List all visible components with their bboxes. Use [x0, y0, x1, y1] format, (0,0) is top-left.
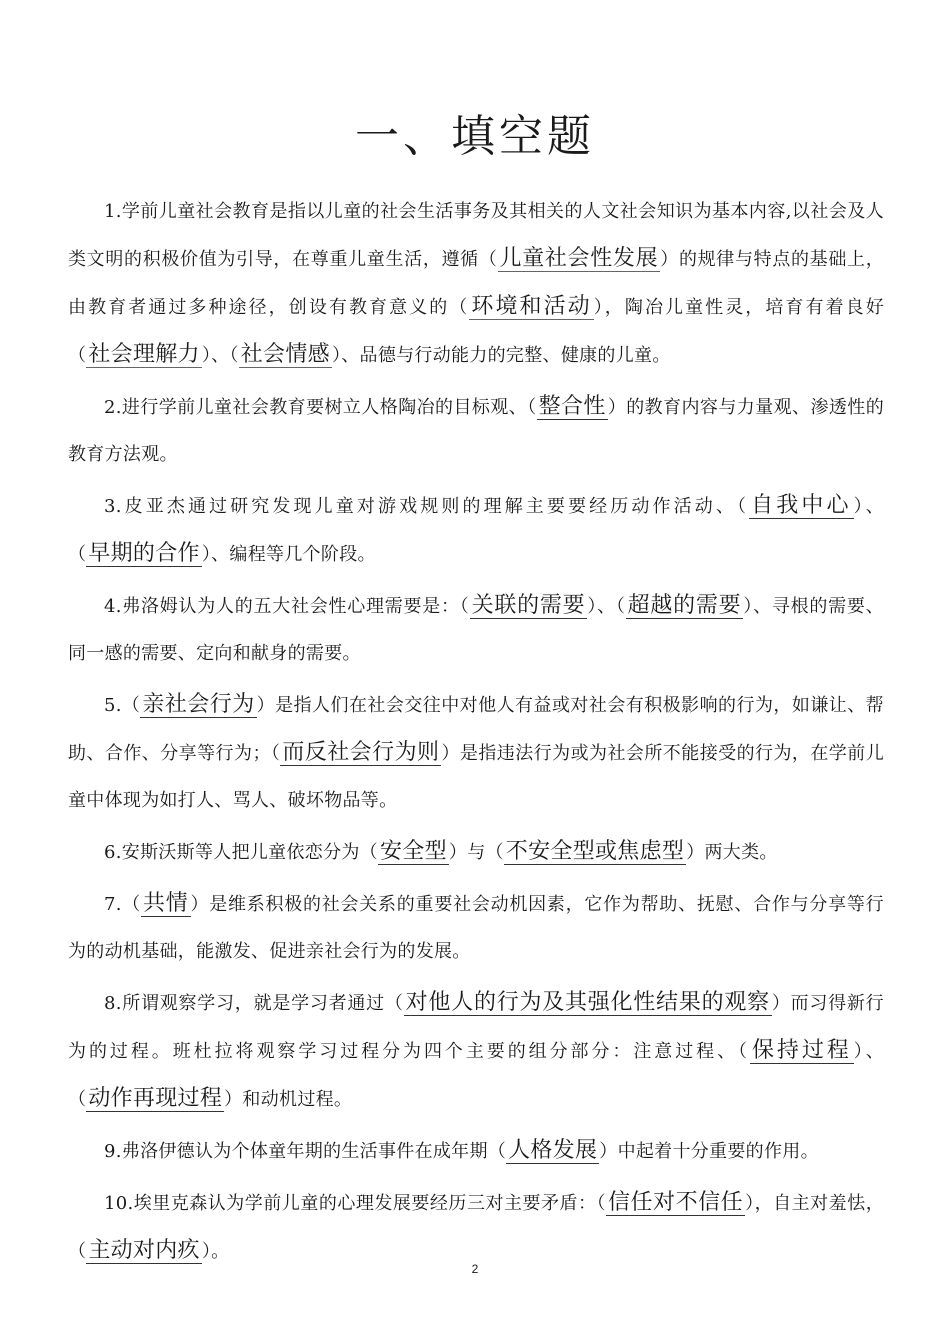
answer-blank: 而反社会行为则: [282, 740, 440, 765]
question-7: 7.（共情 ）是维系积极的社会关系的重要社会动机因素，它作为帮助、抚慰、合作与分享等行为的动机基础，能激发、促进亲社会行为的发展。: [68, 891, 884, 962]
question-1: 1.学前儿童社会教育是指以儿童的社会生活事务及其相关的人文社会知识为基本内容,以社会及人类文明的积极价值为引导，在尊重儿童生活，遵循（儿童社会性发展 ）的规律与特点的基础上，由教育者通过多种途径，创设有教育意义的（环境和活动 ），陶冶儿童性灵，培育有着良好（社会理解力 ）、（社会情感 ）、品德与行动能力的完整、健康的儿童。: [68, 201, 884, 367]
answer-blank: 社会理解力: [88, 342, 200, 367]
answer-blank: 超越的需要: [627, 593, 742, 618]
question-9: 9.弗洛伊德认为个体童年期的生活事件在成年期（人格发展 ）中起着十分重要的作用。: [104, 1138, 819, 1163]
answer-blank: 人格发展: [508, 1138, 598, 1163]
answer-blank: 不安全型或焦虑型: [505, 839, 685, 864]
question-4: 4.弗洛姆认为人的五大社会性心理需要是：（关联的需要 ）、（超越的需要 ）、寻根的需要、同一感的需要、定向和献身的需要。: [68, 593, 884, 664]
question-6: 6.安斯沃斯等人把儿童依恋分为（安全型 ）与（不安全型或焦虑型 ）两大类。: [104, 839, 778, 864]
question-2: 2.进行学前儿童社会教育要树立人格陶冶的目标观、（整合性 ）的教育内容与力量观、渗透性的教育方法观。: [68, 394, 885, 465]
question-3: 3.皮亚杰通过研究发现儿童对游戏规则的理解主要要经历动作活动、（自我中心 ）、（早期的合作 ）、编程等几个阶段。: [68, 493, 884, 566]
answer-blank: 对他人的行为及其强化性结果的观察: [405, 990, 770, 1015]
answer-blank: 安全型: [379, 839, 447, 864]
question-list: [68, 188, 884, 1279]
page-title: 一、填空题: [355, 111, 595, 162]
answer-blank: 保持过程: [751, 1038, 852, 1063]
answer-blank: 亲社会行为: [142, 692, 255, 717]
answer-blank: 自我中心: [751, 493, 852, 518]
answer-blank: 动作再现过程: [88, 1086, 223, 1111]
answer-blank: 信任对不信任: [608, 1190, 744, 1215]
answer-blank: 整合性: [538, 394, 606, 419]
answer-blank: 共情: [142, 891, 189, 916]
answer-blank: 儿童社会性发展: [499, 246, 659, 271]
page-number: 2: [471, 1262, 479, 1276]
answer-blank: 社会情感: [240, 342, 330, 367]
answer-blank: 早期的合作: [88, 541, 200, 566]
answer-blank: 环境和活动: [471, 294, 592, 319]
answer-blank: 关联的需要: [471, 593, 586, 618]
question-5: 5.（亲社会行为 ）是指人们在社会交往中对他人有益或对社会有积极影响的行为，如谦让、帮助、合作、分享等行为；（而反社会行为则 ）是指违法行为或为社会所不能接受的行为，在学前儿童中体现为如打人、骂人、破坏物品等。: [68, 692, 884, 811]
question-8: 8.所谓观察学习，就是学习者通过（对他人的行为及其强化性结果的观察 ）而习得新行为的过程。班杜拉将观察学习过程分为四个主要的组分部分：注意过程、（保持过程 ）、（动作再现过程 ）和动机过程。: [68, 990, 884, 1111]
question-10: 10.埃里克森认为学前儿童的心理发展要经历三对主要矛盾：（信任对不信任 ），自主对羞怯，（主动对内疚 ）。: [68, 1190, 884, 1263]
answer-blank: 主动对内疚: [88, 1238, 200, 1263]
